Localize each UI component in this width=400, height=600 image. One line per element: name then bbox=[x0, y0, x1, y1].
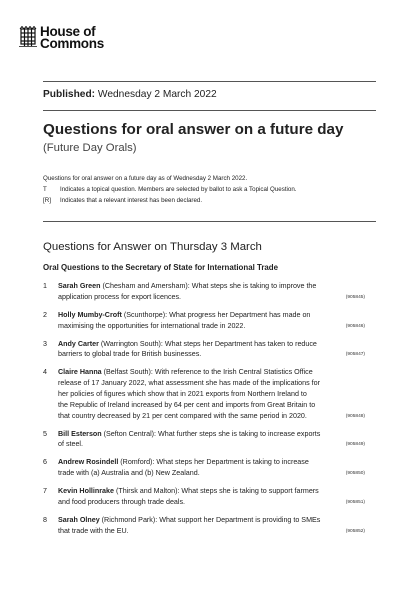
question-item bbox=[43, 339, 365, 361]
question-number: 8 bbox=[43, 515, 47, 524]
question-ref: (905848) bbox=[345, 413, 365, 419]
divider-top bbox=[43, 81, 376, 82]
section-heading: Questions for Answer on Thursday 3 March bbox=[43, 241, 262, 253]
question-text: What further steps she is taking to increase exports bbox=[156, 429, 321, 438]
question-text: What steps she is taking to improve the bbox=[189, 282, 317, 290]
question-text: and food producers through trade deals. bbox=[58, 497, 186, 506]
member-name: Holly Mumby-Croft bbox=[58, 310, 122, 319]
question-item bbox=[43, 281, 365, 303]
constituency: (Scunthorpe): bbox=[123, 310, 168, 319]
question-number: 6 bbox=[43, 458, 47, 467]
question-text: application process for export licences. bbox=[58, 292, 182, 301]
question-number: 2 bbox=[43, 310, 47, 319]
constituency: (Chesham and Amersham): bbox=[102, 282, 190, 290]
question-item bbox=[43, 310, 365, 332]
intro-notes bbox=[43, 173, 373, 206]
question-text: What support her Department is providing to SMEs bbox=[157, 515, 321, 524]
page-title: Questions for oral answer on a future day bbox=[43, 121, 344, 138]
member-name: Sarah Green bbox=[58, 282, 101, 290]
logo-line-2: Commons bbox=[40, 36, 104, 51]
question-ref: (905847) bbox=[345, 352, 365, 358]
legend-key: T bbox=[43, 186, 47, 193]
question-item bbox=[43, 515, 365, 537]
legend-topical bbox=[43, 184, 373, 195]
question-ref: (905846) bbox=[345, 323, 365, 329]
question-text: What steps her Department is taking to increase bbox=[154, 458, 309, 467]
constituency: (Warrington South): bbox=[100, 339, 163, 348]
legend-key: [R] bbox=[43, 197, 51, 204]
divider-intro bbox=[43, 221, 376, 222]
question-item bbox=[43, 429, 365, 451]
constituency: (Sefton Central): bbox=[103, 429, 157, 438]
question-ref: (905851) bbox=[345, 499, 365, 505]
question-ref: (905850) bbox=[345, 471, 365, 477]
member-name: Kevin Hollinrake bbox=[58, 487, 114, 496]
question-text: the Republic of Ireland increased by 64 per cent and imports from Great Britain to bbox=[58, 400, 316, 409]
question-list bbox=[43, 281, 365, 544]
constituency: (Richmond Park): bbox=[101, 515, 158, 524]
question-number: 3 bbox=[43, 339, 47, 348]
member-name: Bill Esterson bbox=[58, 429, 102, 438]
member-name: Andy Carter bbox=[58, 339, 99, 348]
question-text: that trade with the EU. bbox=[58, 526, 129, 535]
question-text: her policies of figures which show that in 2021 exports from Northern Ireland to bbox=[58, 389, 307, 398]
question-text: What progress her Department has made on bbox=[167, 310, 311, 319]
question-ref: (905852) bbox=[345, 528, 365, 534]
question-text: With reference to the Irish Central Statistics Office bbox=[152, 368, 313, 377]
legend-interest bbox=[43, 195, 373, 206]
legend-text: Indicates that a relevant interest has been declared. bbox=[60, 197, 203, 204]
question-text: What steps she is taking to support farmers bbox=[179, 487, 319, 496]
question-text: release of 17 January 2022, what assessment she has made of the implications for bbox=[58, 379, 320, 388]
member-name: Claire Hanna bbox=[58, 368, 102, 377]
question-number: 4 bbox=[43, 368, 47, 377]
question-text: maximising the opportunities for international trade in 2022. bbox=[58, 321, 246, 330]
question-ref: (905849) bbox=[345, 442, 365, 448]
member-name: Sarah Olney bbox=[58, 515, 100, 524]
question-text: barriers to global trade for British businesses. bbox=[58, 350, 202, 359]
question-item bbox=[43, 486, 365, 508]
constituency: (Belfast South): bbox=[103, 368, 153, 377]
published-label: Published: bbox=[43, 89, 96, 100]
question-text: of steel. bbox=[58, 440, 84, 449]
legend-text: Indicates a topical question. Members are selected by ballot to ask a Topical Question. bbox=[60, 186, 297, 193]
constituency: (Thirsk and Malton): bbox=[115, 487, 180, 496]
house-of-commons-logo bbox=[19, 26, 104, 50]
question-text: that country decreased by 21 per cent compared with the same period in 2020. bbox=[58, 411, 307, 420]
constituency: (Romford): bbox=[120, 458, 155, 467]
department-heading: Oral Questions to the Secretary of State for International Trade bbox=[43, 263, 279, 272]
page-subtitle: (Future Day Orals) bbox=[43, 142, 137, 154]
published-line bbox=[43, 89, 217, 100]
logo-line-1: House of bbox=[40, 24, 96, 39]
question-number: 1 bbox=[43, 282, 47, 290]
question-item bbox=[43, 367, 365, 421]
question-text: What steps her Department has taken to reduce bbox=[162, 339, 317, 348]
published-date: Wednesday 2 March 2022 bbox=[97, 89, 217, 100]
intro-line: Questions for oral answer on a future day as of Wednesday 2 March 2022. bbox=[43, 175, 248, 182]
member-name: Andrew Rosindell bbox=[58, 458, 119, 467]
question-text: trade with (a) Australia and (b) New Zealand. bbox=[58, 469, 200, 478]
divider-published bbox=[43, 110, 376, 111]
question-ref: (905845) bbox=[345, 294, 365, 300]
question-number: 7 bbox=[43, 487, 47, 496]
question-number: 5 bbox=[43, 429, 47, 438]
question-item bbox=[43, 457, 365, 479]
portcullis-icon bbox=[19, 26, 37, 47]
